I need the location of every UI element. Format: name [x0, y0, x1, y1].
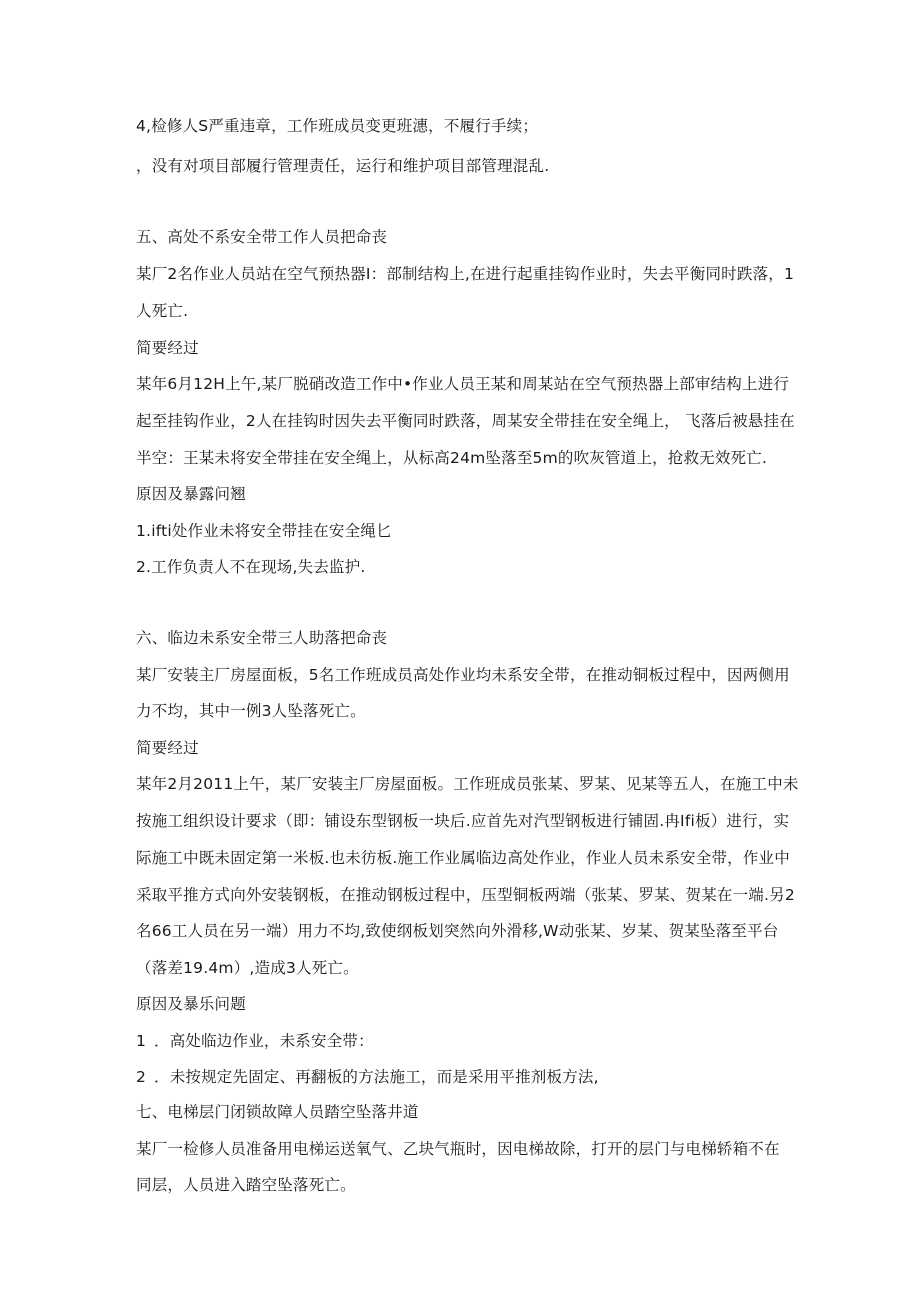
text-line: 2.工作负责人不在现场,失去监护.	[136, 558, 366, 576]
text-line: 某年6月12H上午,某厂脱硝改造工作中•作业人员王某和周某站在空气预热器上部审结构上进行	[136, 375, 790, 393]
section-heading-5: 五、高处不系安全带工作人员把命丧	[136, 228, 388, 246]
list-number: 2	[136, 1068, 147, 1086]
list-item	[136, 1066, 796, 1088]
subheading: 简要经过	[136, 339, 199, 357]
list-text: ．未按规定先固定、再翻板的方法施工，而是采用平推剂板方法,	[154, 1068, 599, 1086]
text-line: 某厂安装主厂房屋面板，5名工作班成员高处作业均未系安全带，在推动铜板过程中，因两侧用	[136, 666, 790, 684]
text-line: 半空：王某未将安全带挂在安全绳上，从标高24m坠落至5m的吹灰管道上，抢救无效死亡.	[136, 449, 768, 467]
subheading: 简要经过	[136, 739, 199, 757]
list-text: ．高处临边作业，未系安全带：	[154, 1032, 374, 1050]
text-line: 某年2月2011上午，某厂安装主厂房屋面板。工作班成员张某、罗某、见某等五人，在施工中未	[136, 775, 799, 793]
text-line: 力不均，其中一例3人坠落死亡。	[136, 702, 366, 720]
list-item	[136, 1030, 796, 1052]
section-heading-6: 六、临边未系安全带三人助落把命丧	[136, 629, 388, 647]
text-line: 同层，人员进入踏空坠落死亡。	[136, 1176, 356, 1194]
subheading: 原因及暴乐问题	[136, 995, 246, 1013]
section-heading-7: 七、电梯层门闭锁故障人员踏空坠落井道	[136, 1103, 419, 1121]
text-line: 某厂一检修人员准备用电梯运送氧气、乙块气瓶时，因电梯故除，打开的层门与电梯轿箱不在	[136, 1140, 780, 1158]
list-number: 1	[136, 1032, 147, 1050]
text-line: 起至挂钩作业，2人在挂钩时因失去平衡同时跌落，周某安全带挂在安全绳上， 飞落后被悬挂在	[136, 412, 795, 430]
subheading: 原因及暴露问翘	[136, 485, 246, 503]
text-line: ，没有对项目部履行管理责任，运行和维护项目部管理混乱.	[136, 157, 550, 175]
text-line: 4,检修人S严重违章，工作班成员变更班潓，不履行手续；	[136, 117, 539, 135]
text-line: （落差19.4m）,造成3人死亡。	[136, 959, 359, 977]
text-line: 1.ifti处作业未将安全带挂在安全绳匕	[136, 522, 392, 540]
text-line: 采取平推方式向外安装钢板，在推动钢板过程中，压型铜板两端（张某、罗某、贺某在一端.另2	[136, 886, 795, 904]
text-line: 名66工人员在另一端）用力不均,致使纲板划突然向外滑移,W动张某、岁某、贺某坠落至平台	[136, 922, 779, 940]
text-line: 某厂2名作业人员站在空气预热器I：部制结构上,在进行起重挂钩作业时，失去平衡同时跌落，1	[136, 265, 795, 283]
text-line: 际施工中既未固定第一米板.也未彷板.施工作业属临边高处作业，作业人员未系安全带，作业中	[136, 849, 790, 867]
text-line: 按施工组织设计要求（即：铺设东型钢板一块后.应首先对汽型钢板进行铺固.冉Ifi板）进行，实	[136, 812, 790, 830]
text-line: 人死亡.	[136, 302, 189, 320]
